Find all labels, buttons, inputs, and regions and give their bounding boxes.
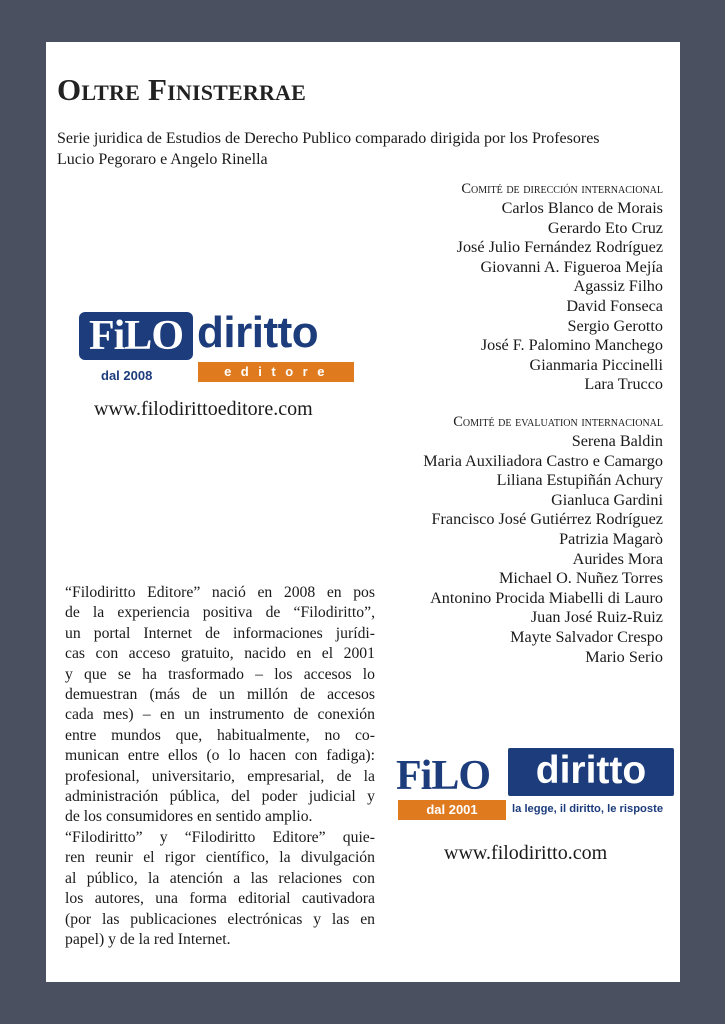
description-line: al público, la atención a las relaciones con [65, 869, 375, 887]
evaluation-committee-heading: Comité de evaluation internacional [453, 414, 663, 430]
committee-member: Gerardo Eto Cruz [547, 218, 663, 237]
logo-fi-mark: FiLO [79, 312, 193, 360]
committee-member: Michael O. Nuñez Torres [499, 569, 663, 588]
committee-member: Agassiz Filho [573, 277, 663, 296]
committee-member: Carlos Blanco de Morais [501, 199, 663, 217]
direction-committee [457, 180, 663, 395]
logo-since: dal 2008 [101, 368, 153, 383]
description-line: papel) y de la red Internet. [65, 930, 231, 948]
logo-wordmark: diritto [508, 748, 674, 796]
portal-url-link[interactable]: www.filodiritto.com [444, 842, 608, 864]
committee-member: Antonino Procida Miabelli di Lauro [430, 588, 663, 607]
description-line: administración pública, del poder judicial y [65, 788, 375, 806]
subtitle-line: Serie juridica de Estudios de Derecho Publico comparado dirigida por los Profesores [57, 130, 600, 147]
logo-wordmark: diritto [197, 308, 319, 357]
logo-editore-bar: editore [198, 362, 354, 382]
committee-member: Patrizia Magarò [559, 529, 663, 548]
committee-member: Liliana Estupiñán Achury [496, 471, 663, 490]
filodiritto-editore-logo [79, 308, 355, 385]
committee-member: Sergio Gerotto [567, 316, 663, 335]
committee-member: Mario Serio [585, 647, 663, 666]
description-line: “Filodiritto” y “Filodiritto Editore” quie- [65, 828, 375, 846]
series-subtitle [57, 128, 667, 170]
description-line: cas con acceso gratuito, nacido en el 2001 [65, 645, 375, 663]
editore-url-link[interactable]: www.filodirittoeditore.com [94, 398, 313, 420]
description-line: demuestran (más de un millón de accesos [65, 686, 375, 704]
subtitle-line: Lucio Pegoraro e Angelo Rinella [57, 151, 268, 168]
committee-member: Mayte Salvador Crespo [510, 627, 663, 646]
page-title: Oltre Finisterrae [57, 72, 307, 107]
description-line: entre mundos que, habitualmente, no co- [65, 726, 375, 744]
description-line: de la experiencia positiva de “Filodiritto”, [65, 604, 375, 622]
committee-member: Francisco José Gutiérrez Rodríguez [431, 510, 663, 529]
evaluation-committee [423, 413, 663, 667]
page [46, 42, 680, 982]
committee-member: Gianmaria Piccinelli [529, 355, 663, 374]
description-line: los autores, una forma editorial cautivadora [65, 890, 375, 908]
committee-member: Juan José Ruiz-Ruiz [530, 608, 663, 627]
description-line: de los consumidores en sentido amplio. [65, 808, 313, 826]
direction-committee-list [457, 199, 663, 395]
description-line: “Filodiritto Editore” nació en 2008 en pos [65, 584, 375, 601]
committee-member: Maria Auxiliadora Castro e Camargo [423, 451, 663, 470]
description-line: cada mes) – en un instrumento de conexión [65, 706, 375, 724]
committee-member: José F. Palomino Manchego [480, 336, 663, 355]
direction-committee-heading: Comité de dirección internacional [461, 181, 663, 197]
evaluation-committee-list [423, 432, 663, 667]
logo-fi-mark: FiLO [396, 753, 491, 799]
committee-member: José Julio Fernández Rodríguez [456, 238, 663, 257]
description-line: ren reunir el rigor científico, la divulgación [65, 849, 375, 867]
committee-member: Lara Trucco [584, 375, 663, 394]
description-line: y que se ha trasformado – los accesos lo [65, 665, 375, 683]
committee-member: Serena Baldin [571, 432, 663, 450]
committee-member: Aurides Mora [572, 549, 663, 568]
description-line: un portal Internet de informaciones jurídi- [65, 624, 375, 642]
filodiritto-portal-logo [396, 748, 674, 822]
committee-member: Gianluca Gardini [551, 490, 663, 509]
logo-since: dal 2001 [398, 800, 506, 820]
description-paragraph [65, 583, 375, 950]
logo-tagline: la legge, il diritto, le risposte [512, 803, 664, 815]
description-line: profesional, universitario, empresarial, de la [65, 767, 375, 785]
description-line: munican entre ellos (o lo hacen con fadiga): [65, 747, 375, 765]
committee-member: Giovanni A. Figueroa Mejía [480, 257, 663, 276]
description-line: (por las publicaciones electrónicas y las en [65, 910, 375, 928]
committee-member: David Fonseca [566, 296, 663, 315]
